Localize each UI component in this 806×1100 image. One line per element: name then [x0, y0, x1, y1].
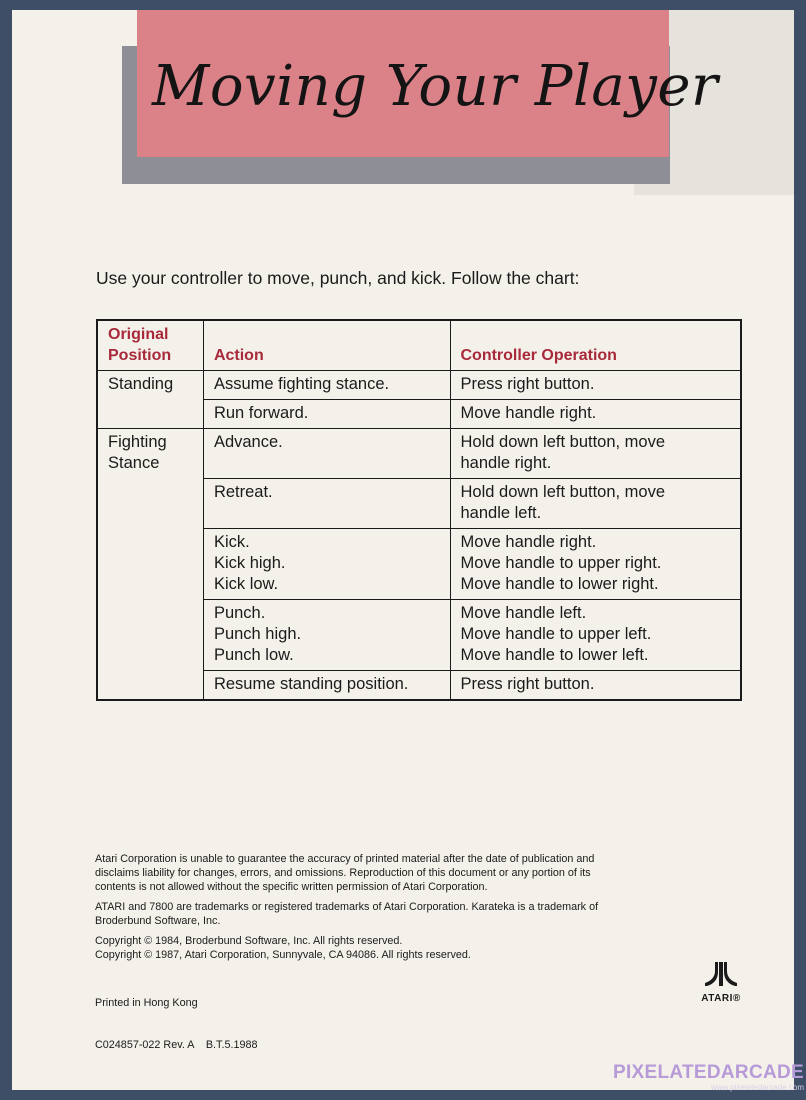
- action-cell: Advance.: [203, 429, 450, 479]
- operation-cell: Hold down left button, move handle left.: [450, 479, 741, 529]
- atari-wordmark: ATARI®: [701, 993, 741, 1004]
- header-controller-operation: Controller Operation: [450, 320, 741, 371]
- table-row: [97, 479, 741, 529]
- site-watermark: [606, 1063, 804, 1091]
- position-cell: [97, 671, 203, 701]
- trademark-text: ATARI and 7800 are trademarks or registered trademarks of Atari Corporation. Karateka is a trademark of Broderbund Software, Inc.: [95, 901, 599, 927]
- table-row: [97, 429, 741, 479]
- position-cell: Fighting Stance: [97, 429, 203, 479]
- header-original-position: Original Position: [97, 320, 203, 371]
- table-row: [97, 400, 741, 429]
- manual-page: [12, 10, 794, 1090]
- atari-fuji-icon: [704, 960, 738, 988]
- operation-cell: Hold down left button, move handle right.: [450, 429, 741, 479]
- copyright-text: Copyright © 1984, Broderbund Software, Inc. All rights reserved. Copyright © 1987, Atari Corporation, Sunnyvale, CA 94086. All rights reserved.: [95, 935, 471, 961]
- printed-info: Printed in Hong Kong C024857-022 Rev. A B.T.5.1988: [95, 997, 258, 1051]
- fine-print: [95, 852, 735, 1086]
- action-cell: Assume fighting stance.: [203, 371, 450, 400]
- position-cell: Standing: [97, 371, 203, 400]
- position-cell: [97, 479, 203, 529]
- position-cell: [97, 400, 203, 429]
- operation-cell: Press right button.: [450, 371, 741, 400]
- operation-cell: Press right button.: [450, 671, 741, 701]
- operation-cell: Move handle right.: [450, 400, 741, 429]
- header-action: Action: [203, 320, 450, 371]
- watermark-url: www.pixelatedarcade.com: [711, 1083, 804, 1092]
- disclaimer-text: Atari Corporation is unable to guarantee the accuracy of printed material after the date of publication and disclaims liability for changes, errors, and omissions. Reproduction of this document or any portion of its contents is not allowed without the specific written permission of Atari Corporation.: [95, 853, 595, 893]
- action-cell: Punch. Punch high. Punch low.: [203, 600, 450, 671]
- table-row: [97, 371, 741, 400]
- action-cell: Run forward.: [203, 400, 450, 429]
- chart-header-row: [97, 320, 741, 371]
- page-title: Moving Your Player: [152, 54, 719, 119]
- controls-chart: [96, 319, 742, 701]
- position-cell: [97, 529, 203, 600]
- table-row: [97, 529, 741, 600]
- operation-cell: Move handle left. Move handle to upper left. Move handle to lower left.: [450, 600, 741, 671]
- table-row: [97, 671, 741, 701]
- position-cell: [97, 600, 203, 671]
- action-cell: Kick. Kick high. Kick low.: [203, 529, 450, 600]
- watermark-name: PIXELATEDARCADE: [613, 1062, 804, 1083]
- operation-cell: Move handle right. Move handle to upper right. Move handle to lower right.: [450, 529, 741, 600]
- atari-logo: [697, 960, 745, 1004]
- action-cell: Retreat.: [203, 479, 450, 529]
- intro-text: Use your controller to move, punch, and kick. Follow the chart:: [96, 268, 580, 288]
- table-row: [97, 600, 741, 671]
- action-cell: Resume standing position.: [203, 671, 450, 701]
